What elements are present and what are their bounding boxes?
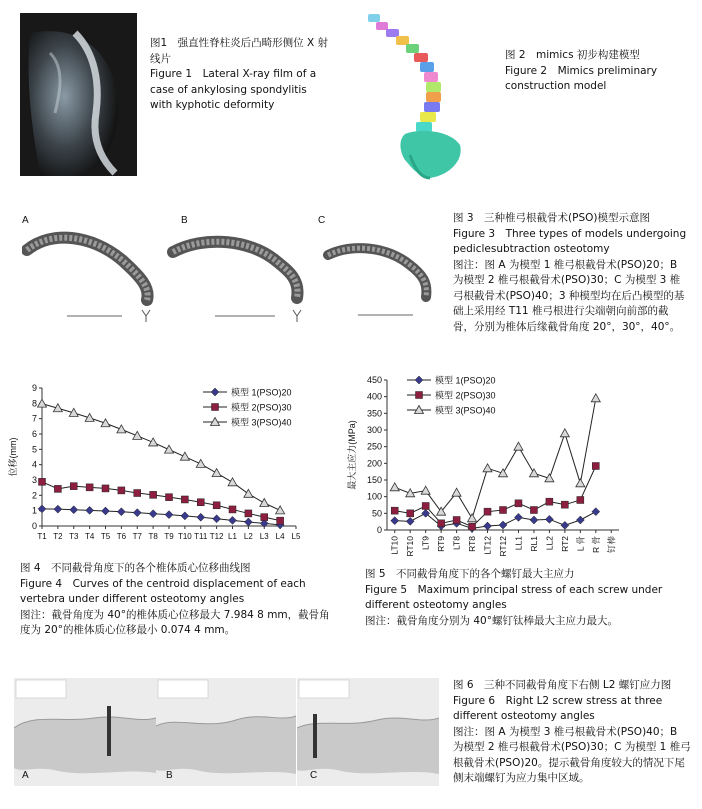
series-2-point [102,485,109,492]
series-3-point [529,469,538,477]
series-2-point [546,498,553,505]
y-tick-label: 0 [376,525,382,535]
series-2-point [134,490,141,497]
series-3-point [38,399,47,407]
x-tick-label: L1 [228,532,237,541]
series-3-point [260,499,269,507]
x-tick-label: L4 [275,532,285,541]
fig3-model-b-image [165,220,315,330]
fig6-stress-a-image [14,678,156,786]
series-3-point [165,445,174,453]
y-axis-label: 最大主应力(MPa) [347,420,357,490]
y-tick-label: 300 [366,425,382,435]
series-3-point [196,459,205,467]
series-2-point [391,507,398,514]
x-tick-label: LT12 [482,536,493,555]
series-3-point [591,394,600,402]
x-tick-label: L 骨 [575,536,586,552]
y-tick-label: 0 [31,521,37,531]
series-3-point [421,486,430,494]
series-1-point [213,515,221,523]
fig6-label-c: C [310,770,318,781]
series-2-point [577,497,584,504]
series-3-point [180,452,189,460]
series-2-point [515,500,522,507]
series-3-point [483,464,492,472]
x-tick-label: LT10 [389,536,400,555]
fig1-caption-cn: 图1 强直性脊柱炎后凸畸形侧位 X 射线片 [150,37,329,65]
series-1-point [165,511,173,519]
y-tick-label: 150 [366,475,382,485]
legend-marker-1 [211,388,219,396]
fig6-stress-c-image [297,678,439,786]
series-2-point [438,520,445,527]
y-tick-label: 450 [366,375,382,385]
series-3-point [133,431,142,439]
series-1-point [530,516,538,524]
series-2-point [118,487,125,494]
series-3-point [452,488,461,496]
series-1-point [70,506,78,514]
x-tick-label: T2 [53,532,63,541]
fig4-caption-en: Figure 4 Curves of the centroid displacement of each vertebra under different osteotomy angles [20,577,306,605]
series-3-point [560,429,569,437]
x-tick-label: RT2 [559,536,570,552]
series-1-point [244,518,252,526]
fig3-note: 图注：图 A 为模型 1 椎弓根截骨术(PSO)20；B 为模型 2 椎弓根截骨术(PSO)30；C 为模型 3 椎弓根截骨术(PSO)40；3 种模型均在后凸模型的基础上采用经 T11 椎弓根进行尖端朝向前部的截骨，分别为椎体后缘截骨角度 20°，30°，40°。 [453,258,685,333]
series-3-point [117,425,126,433]
y-tick-label: 6 [31,429,37,439]
fig5-caption-en: Figure 5 Maximum principal stress of each screw under different osteotomy angles [365,583,663,611]
series-line-2 [395,466,596,527]
series-1-point [133,509,141,517]
x-tick-label: LL1 [513,536,524,551]
y-tick-label: 200 [366,458,382,469]
series-1-point [54,505,62,513]
series-1-point [576,516,584,524]
series-2-point [484,508,491,515]
series-2-point [86,484,93,491]
fig3-label-a: A [22,215,29,226]
series-2-point [39,478,46,485]
x-tick-label: T11 [194,532,208,541]
legend-label-2: 模型 2(PSO)30 [231,402,292,413]
x-tick-label: L2 [243,532,253,541]
fig1-caption-en: Figure 1 Lateral X-ray film of a case of ankylosing spondylitis with kyphotic deformity [150,68,317,111]
y-tick-label: 2 [31,490,37,501]
fig6-stress-b-image [156,678,296,786]
x-tick-label: T8 [148,532,158,541]
x-tick-label: T1 [37,532,47,541]
series-line-2 [42,482,280,521]
fig2-caption-en: Figure 2 Mimics preliminary construction model [505,64,658,92]
series-1-point [181,512,189,520]
series-3-point [468,514,477,522]
y-tick-label: 5 [31,444,37,455]
series-2-point [530,507,537,514]
series-3-point [390,483,399,491]
x-tick-label: RL1 [528,536,539,552]
series-line-3 [395,398,596,518]
fig6-caption-en: Figure 6 Right L2 screw stress at three different osteotomy angles [453,694,663,722]
series-1-point [561,521,569,529]
fig6-caption-cn: 图 6 三种不同截骨角度下右侧 L2 螺钉应力图 [453,679,672,691]
y-tick-label: 9 [31,383,37,393]
x-tick-label: T7 [132,532,142,541]
series-3-point [276,506,285,514]
series-2-point [453,517,460,524]
y-tick-label: 100 [366,491,382,502]
x-tick-label: T9 [164,532,174,541]
legend-marker-1 [415,376,423,384]
x-tick-label: T4 [84,532,95,541]
series-1-point [484,522,492,530]
series-line-1 [42,509,280,525]
series-3-point [101,419,110,427]
series-1-point [406,517,414,525]
series-1-point [38,505,46,513]
x-tick-label: RT8 [467,536,478,552]
fig5-note: 图注：截骨角度分别为 40°螺钉钛棒最大主应力最大。 [365,614,618,627]
series-3-point [228,478,237,486]
y-tick-label: 4 [31,459,37,470]
fig3-caption-cn: 图 3 三种椎弓根截骨术(PSO)模型示意图 [453,212,650,224]
x-tick-label: T3 [69,532,79,541]
series-3-point [576,479,585,487]
fig5-chart [345,372,625,567]
fig3-label-b: B [181,215,188,226]
series-2-point [229,506,236,513]
series-1-point [102,507,110,515]
fig6-label-b: B [166,770,173,781]
x-tick-label: RT12 [498,536,508,557]
series-1-point [499,521,507,529]
series-2-point [245,510,252,517]
legend-label-1: 模型 1(PSO)20 [435,375,496,386]
y-tick-label: 50 [371,508,382,519]
y-tick-label: 1 [31,505,37,516]
x-tick-label: T10 [177,532,192,541]
series-2-point [261,514,268,521]
series-1-point [149,510,157,518]
legend-label-1: 模型 1(PSO)20 [231,387,292,398]
x-tick-label: R 骨 [590,536,601,554]
fig3-caption-en: Figure 3 Three types of models undergoing pediclesubtraction osteotomy [453,227,687,255]
series-3-point [149,438,158,446]
x-tick-label: RT10 [405,536,416,557]
series-2-point [181,496,188,503]
fig4-chart [8,380,308,560]
series-2-point [213,502,220,509]
legend-label-3: 模型 3(PSO)40 [231,417,292,428]
fig6-note: 图注：图 A 为模型 3 椎弓根截骨术(PSO)40；B 为模型 2 椎弓根截骨术(PSO)30；C 为模型 1 椎弓根截骨术(PSO)20。提示截骨角度较大的情况下尾侧末端螺钉为应力集中区域。 [453,725,691,784]
fig4-caption-cn: 图 4 不同截骨角度下的各个椎体质心位移曲线图 [20,562,251,574]
y-tick-label: 3 [31,475,37,485]
x-tick-label: LT9 [420,536,431,551]
series-1-point [592,508,600,516]
x-tick-label: 钉棒 [606,536,617,554]
fig2-model-image [360,10,478,180]
series-2-point [561,501,568,508]
series-1-point [514,513,522,521]
series-1-point [117,508,125,516]
series-2-point [197,499,204,506]
y-tick-label: 7 [31,413,37,424]
series-2-point [422,503,429,510]
y-tick-label: 400 [366,391,382,402]
series-3-point [514,442,523,450]
y-tick-label: 8 [31,398,37,409]
x-tick-label: T5 [100,532,111,541]
fig3-model-c-image [318,225,443,330]
series-3-point [212,469,221,477]
series-1-point [86,506,94,514]
series-1-point [545,515,553,523]
x-tick-label: L5 [291,532,301,541]
fig3-model-a-image [22,220,167,330]
legend-marker-2 [416,392,423,399]
series-1-point [229,516,237,524]
fig4-note: 图注：截骨角度为 40°的椎体质心位移最大 7.984 8 mm，截骨角度为 20°的椎体质心位移最小 0.074 4 mm。 [20,608,330,636]
series-2-point [407,510,414,517]
fig5-caption-cn: 图 5 不同截骨角度下的各个螺钉最大主应力 [365,568,575,580]
y-tick-label: 250 [366,441,382,452]
series-1-point [391,517,399,525]
series-2-point [500,507,507,514]
x-tick-label: LL2 [544,536,555,551]
legend-label-3: 模型 3(PSO)40 [435,405,496,416]
series-2-point [277,517,284,524]
fig6-label-a: A [22,770,29,781]
series-2-point [166,494,173,501]
x-tick-label: T6 [116,532,127,541]
series-1-point [197,513,205,521]
fig1-xray-image [20,13,137,176]
x-tick-label: L3 [259,532,269,541]
series-2-point [70,483,77,490]
series-2-point [469,523,476,530]
series-2-point [592,463,599,470]
fig3-label-c: C [318,215,326,226]
x-tick-label: LT8 [451,536,462,551]
x-tick-label: RT9 [436,536,447,552]
series-2-point [150,491,157,498]
legend-label-2: 模型 2(PSO)30 [435,390,496,401]
x-tick-label: T12 [209,532,224,541]
fig2-caption-cn: 图 2 mimics 初步构建模型 [505,49,640,61]
y-tick-label: 350 [366,408,382,419]
series-2-point [54,485,61,492]
series-3-point [244,489,253,497]
y-axis-label: 位移(mm) [8,437,18,477]
legend-marker-2 [212,404,219,411]
